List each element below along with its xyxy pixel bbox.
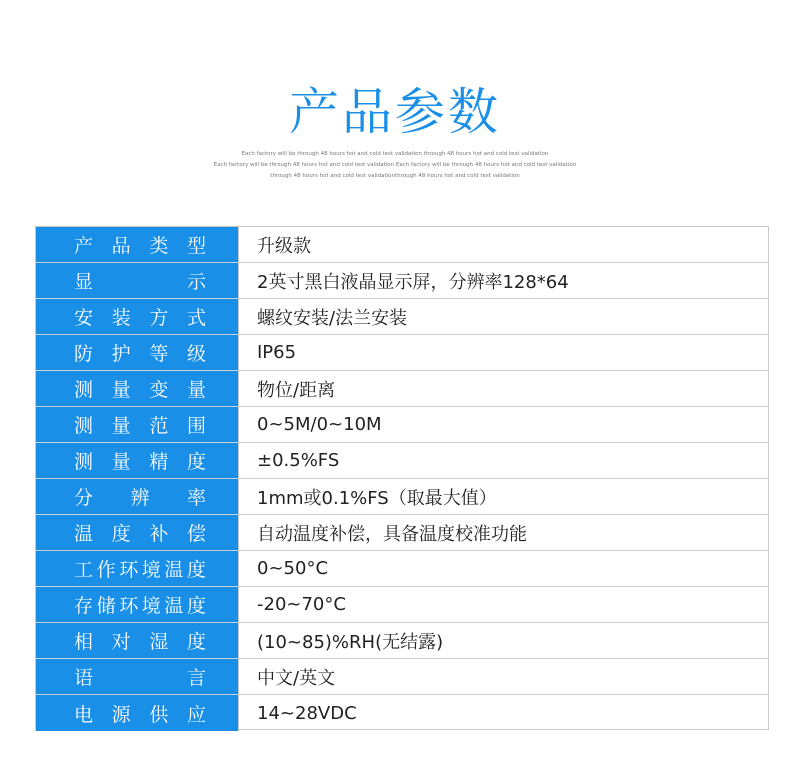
table-row [36, 659, 768, 695]
table-row [36, 587, 768, 623]
row-label-text: 相 对 湿 度 [74, 631, 206, 653]
row-label-text: 测 量 范 围 [74, 415, 206, 437]
row-label [36, 443, 239, 478]
row-value: 1mm或0.1%FS（取最大值） [257, 487, 497, 509]
row-label [36, 695, 239, 731]
row-label [36, 227, 239, 262]
row-label [36, 659, 239, 694]
row-label-text: 存储环境温度 [74, 595, 206, 617]
table-row [36, 299, 768, 335]
row-label [36, 515, 239, 550]
table-row [36, 443, 768, 479]
row-value: (10~85)%RH(无结露) [257, 631, 444, 653]
table-row [36, 407, 768, 443]
table-row [36, 371, 768, 407]
row-label-text: 显 示 [74, 271, 206, 293]
row-label [36, 479, 239, 514]
row-value: IP65 [257, 342, 297, 363]
table-row [36, 515, 768, 551]
row-label [36, 623, 239, 658]
row-label [36, 551, 239, 586]
row-label [36, 371, 239, 406]
row-value: 物位/距离 [257, 379, 336, 401]
row-value: 升级款 [257, 235, 311, 257]
table-row [36, 263, 768, 299]
row-value: ±0.5%FS [257, 450, 340, 471]
row-label-text: 测 量 变 量 [74, 379, 206, 401]
row-value: 0~5M/0~10M [257, 414, 382, 435]
page-title: 产品参数 [289, 83, 501, 141]
table-row [36, 479, 768, 515]
table-row [36, 335, 768, 371]
row-value: 2英寸黑白液晶显示屏，分辨率128*64 [257, 271, 569, 293]
row-value: 螺纹安装/法兰安装 [257, 307, 408, 329]
row-label-text: 产 品 类 型 [74, 235, 206, 257]
row-label-text: 安 装 方 式 [74, 307, 206, 329]
table-row [36, 227, 768, 263]
row-label [36, 299, 239, 334]
table-row [36, 695, 768, 731]
subtitle-line-1: Each factory will be through 48 hours hot and cold test validation through 48 hours hot and cold test validation [241, 151, 549, 157]
row-label-text: 测 量 精 度 [74, 451, 206, 473]
row-label-text: 防 护 等 级 [74, 343, 206, 365]
parameter-table [35, 226, 769, 730]
row-label-text: 工作环境温度 [74, 559, 206, 581]
table-row [36, 551, 768, 587]
row-label [36, 335, 239, 370]
row-value: -20~70°C [257, 594, 346, 615]
row-label-text: 分 辨 率 [74, 487, 206, 509]
row-value: 自动温度补偿，具备温度校准功能 [257, 523, 527, 545]
row-value: 0~50°C [257, 558, 329, 579]
row-label-text: 温 度 补 偿 [74, 523, 206, 545]
row-label [36, 407, 239, 442]
row-label [36, 263, 239, 298]
row-label-text: 电 源 供 应 [74, 703, 206, 726]
subtitle-line-3: through 48 hours hot and cold test validationthrough 48 hours hot and cold test validation [270, 173, 520, 179]
row-label-text: 语 言 [74, 667, 206, 689]
row-value: 14~28VDC [257, 702, 357, 724]
table-row [36, 623, 768, 659]
row-value: 中文/英文 [257, 667, 336, 689]
row-label [36, 587, 239, 622]
subtitle-line-2: Each factory will be through 48 hours hot and cold test validation Each factory will be through 48 hours hot and cold test validation [213, 162, 577, 168]
